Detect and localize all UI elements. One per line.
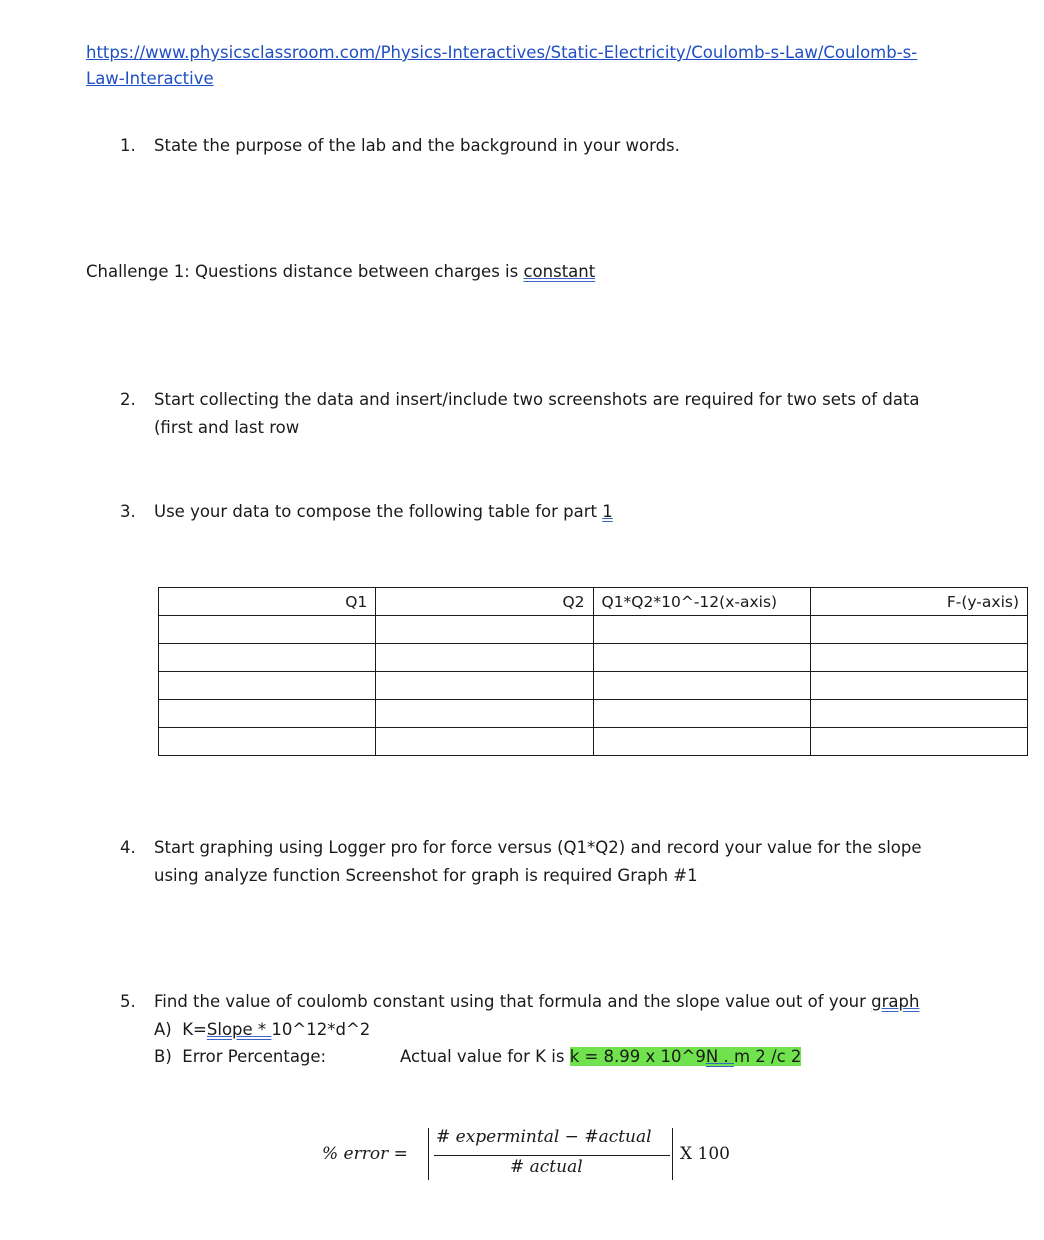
table-cell[interactable] [376, 700, 593, 728]
table-row [159, 700, 1028, 728]
abs-bar-left [428, 1128, 429, 1180]
url-line-2[interactable]: Law-Interactive [86, 69, 214, 88]
question-3-part-number: 1 [602, 502, 613, 521]
table-cell[interactable] [159, 700, 376, 728]
table-cell[interactable] [376, 728, 593, 756]
table-cell[interactable] [810, 644, 1027, 672]
formula-numerator: # expermintal − #actual [436, 1127, 652, 1147]
table-cell[interactable] [593, 616, 810, 644]
table-cell[interactable] [159, 644, 376, 672]
question-2-number: 2. [120, 390, 136, 409]
challenge-heading [86, 258, 595, 286]
question-3-number: 3. [120, 502, 136, 521]
question-5-number: 5. [120, 992, 136, 1011]
challenge-text: Challenge 1: Questions distance between charges is [86, 262, 524, 281]
table-row [159, 672, 1028, 700]
part-a-star: * [252, 1020, 272, 1039]
percent-error-formula [322, 1120, 742, 1190]
table-cell[interactable] [810, 616, 1027, 644]
fraction-line [434, 1155, 670, 1156]
question-4 [120, 834, 970, 890]
table-cell[interactable] [593, 728, 810, 756]
formula-denominator: # actual [510, 1157, 583, 1177]
question-1-number: 1. [120, 136, 136, 155]
header-x-axis: Q1*Q2*10^-12(x-axis) [593, 588, 810, 616]
data-table [158, 587, 1028, 756]
actual-k-number: k = 8.99 x 10^9 [569, 1047, 706, 1066]
table-cell[interactable] [376, 672, 593, 700]
challenge-constant-word: constant [523, 262, 596, 281]
question-1 [120, 132, 970, 160]
table-cell[interactable] [159, 728, 376, 756]
actual-k-value [400, 1043, 801, 1071]
table-cell[interactable] [376, 616, 593, 644]
question-1-text: State the purpose of the lab and the background in your words. [154, 136, 680, 155]
table-cell[interactable] [593, 672, 810, 700]
table-cell[interactable] [593, 644, 810, 672]
question-2-line-2: (first and last row [154, 418, 300, 437]
reference-link[interactable] [86, 40, 986, 92]
question-5-part-a [154, 1016, 370, 1044]
formula-lhs: % error = [322, 1144, 408, 1164]
question-5-text: Find the value of coulomb constant using that formula and the slope value out of your [154, 992, 872, 1011]
formula-times-100: X 100 [680, 1144, 730, 1164]
question-4-line-2: using analyze function Screenshot for graph is required Graph #1 [154, 866, 698, 885]
question-3-text: Use your data to compose the following table for part [154, 502, 603, 521]
table-cell[interactable] [810, 672, 1027, 700]
table-cell[interactable] [159, 616, 376, 644]
question-3 [120, 498, 970, 526]
question-4-line-1: Start graphing using Logger pro for force versus (Q1*Q2) and record your value for the slope [154, 838, 922, 857]
part-a-slope-word: Slope [206, 1020, 253, 1039]
actual-k-prefix: Actual value for K is [400, 1047, 570, 1066]
header-y-axis: F-(y-axis) [810, 588, 1027, 616]
table-cell[interactable] [159, 672, 376, 700]
question-2-line-1: Start collecting the data and insert/include two screenshots are required for two sets of data [154, 390, 920, 409]
question-5-part-b [154, 1043, 326, 1071]
part-a-formula: 10^12*d^2 [271, 1020, 371, 1039]
part-b-text: Error Percentage: [182, 1047, 327, 1066]
actual-k-unit-rest: m 2 /c 2 [733, 1047, 802, 1066]
actual-k-unit-n: N [705, 1047, 719, 1066]
actual-k-unit-dot: . [718, 1047, 734, 1066]
table-cell[interactable] [376, 644, 593, 672]
url-line-1[interactable]: https://www.physicsclassroom.com/Physics-Interactives/Static-Electricity/Coulomb-s-Law/Coulomb-s- [86, 43, 918, 62]
abs-bar-right [672, 1128, 673, 1180]
header-q2: Q2 [376, 588, 593, 616]
part-b-label: B) [154, 1047, 172, 1066]
table-row [159, 728, 1028, 756]
header-q1: Q1 [159, 588, 376, 616]
table-row [159, 616, 1028, 644]
question-2 [120, 386, 970, 442]
part-a-k-equals: K= [182, 1020, 207, 1039]
question-5 [120, 988, 1000, 1078]
table-cell[interactable] [810, 728, 1027, 756]
question-5-graph-word: graph [871, 992, 920, 1011]
part-a-label: A) [154, 1020, 172, 1039]
table-header-row [159, 588, 1028, 616]
table-row [159, 644, 1028, 672]
table-cell[interactable] [593, 700, 810, 728]
table-cell[interactable] [810, 700, 1027, 728]
question-4-number: 4. [120, 838, 136, 857]
